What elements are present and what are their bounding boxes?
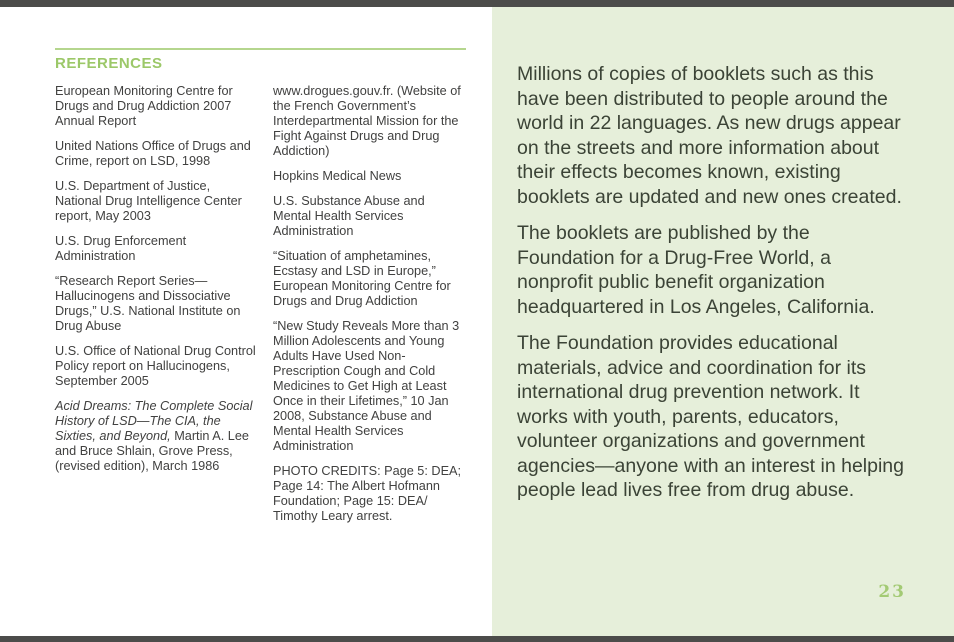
reference-item-book [55,399,260,474]
about-foundation-page [492,7,954,636]
body-paragraph: The Foundation provides educational materials, advice and coordination for its international drug prevention network. It works with youth, parents, educators, volunteer organizations and government agencies—anyone with an interest in helping people lead lives free from drug abuse. [517,332,905,501]
reference-item: U.S. Substance Abuse and Mental Health Services Administration [273,194,425,238]
reference-item: U.S. Department of Justice, National Drug Intelligence Center report, May 2003 [55,179,242,223]
reference-item: “Research Report Series—Hallucinogens and Dissociative Drugs,” U.S. National Institute on Drug Abuse [55,274,241,333]
references-column-2 [273,84,466,534]
reference-item: “Situation of amphetamines, Ecstasy and LSD in Europe,” European Monitoring Centre for Drugs and Drug Addiction [273,249,451,308]
book-title: Acid Dreams: The Complete Social History of LSD—The CIA, the Sixties, and Beyond, [55,399,253,443]
heading-rule [55,48,466,50]
references-columns [55,84,466,534]
reference-item: U.S. Office of National Drug Control Policy report on Hallucinogens, September 2005 [55,344,256,388]
reference-item: U.S. Drug Enforcement Administration [55,234,187,263]
body-paragraph: Millions of copies of booklets such as this have been distributed to people around the world in 22 languages. As new drugs appear on the streets and more information about their effects becomes known, existing booklets are updated and new ones created. [517,63,902,208]
references-column-1 [55,84,260,534]
references-heading: REFERENCES [55,55,163,72]
reference-item: European Monitoring Centre for Drugs and Drug Addiction 2007 Annual Report [55,84,233,128]
top-frame-bar [0,0,954,7]
reference-item: Hopkins Medical News [273,169,402,183]
reference-item: United Nations Office of Drugs and Crime, report on LSD, 1998 [55,139,251,168]
bottom-frame-bar [0,636,954,642]
references-page [0,7,492,636]
page-number: 23 [878,582,906,602]
photo-credits: PHOTO CREDITS: Page 5: DEA; Page 14: The Albert Hofmann Foundation; Page 15: DEA/ Timothy Leary arrest. [273,464,462,523]
book-authors: Martin A. Lee and Bruce Shlain, Grove Press, (revised edition), March 1986 [55,429,249,473]
reference-item: “New Study Reveals More than 3 Million Adolescents and Young Adults Have Used Non-Prescription Cough and Cold Medicines to Get High at Least Once in their Lifetimes,” 10 Jan 2008, Substance Abuse and Mental Health Services Administration [273,319,460,453]
booklet-spread [0,7,954,636]
body-paragraph: The booklets are published by the Foundation for a Drug-Free World, a nonprofit public benefit organization headquartered in Los Angeles, California. [517,222,875,318]
reference-item: www.drogues.gouv.fr. (Website of the French Government’s Interdepartmental Mission for the Fight Against Drugs and Drug Addiction) [273,84,461,158]
